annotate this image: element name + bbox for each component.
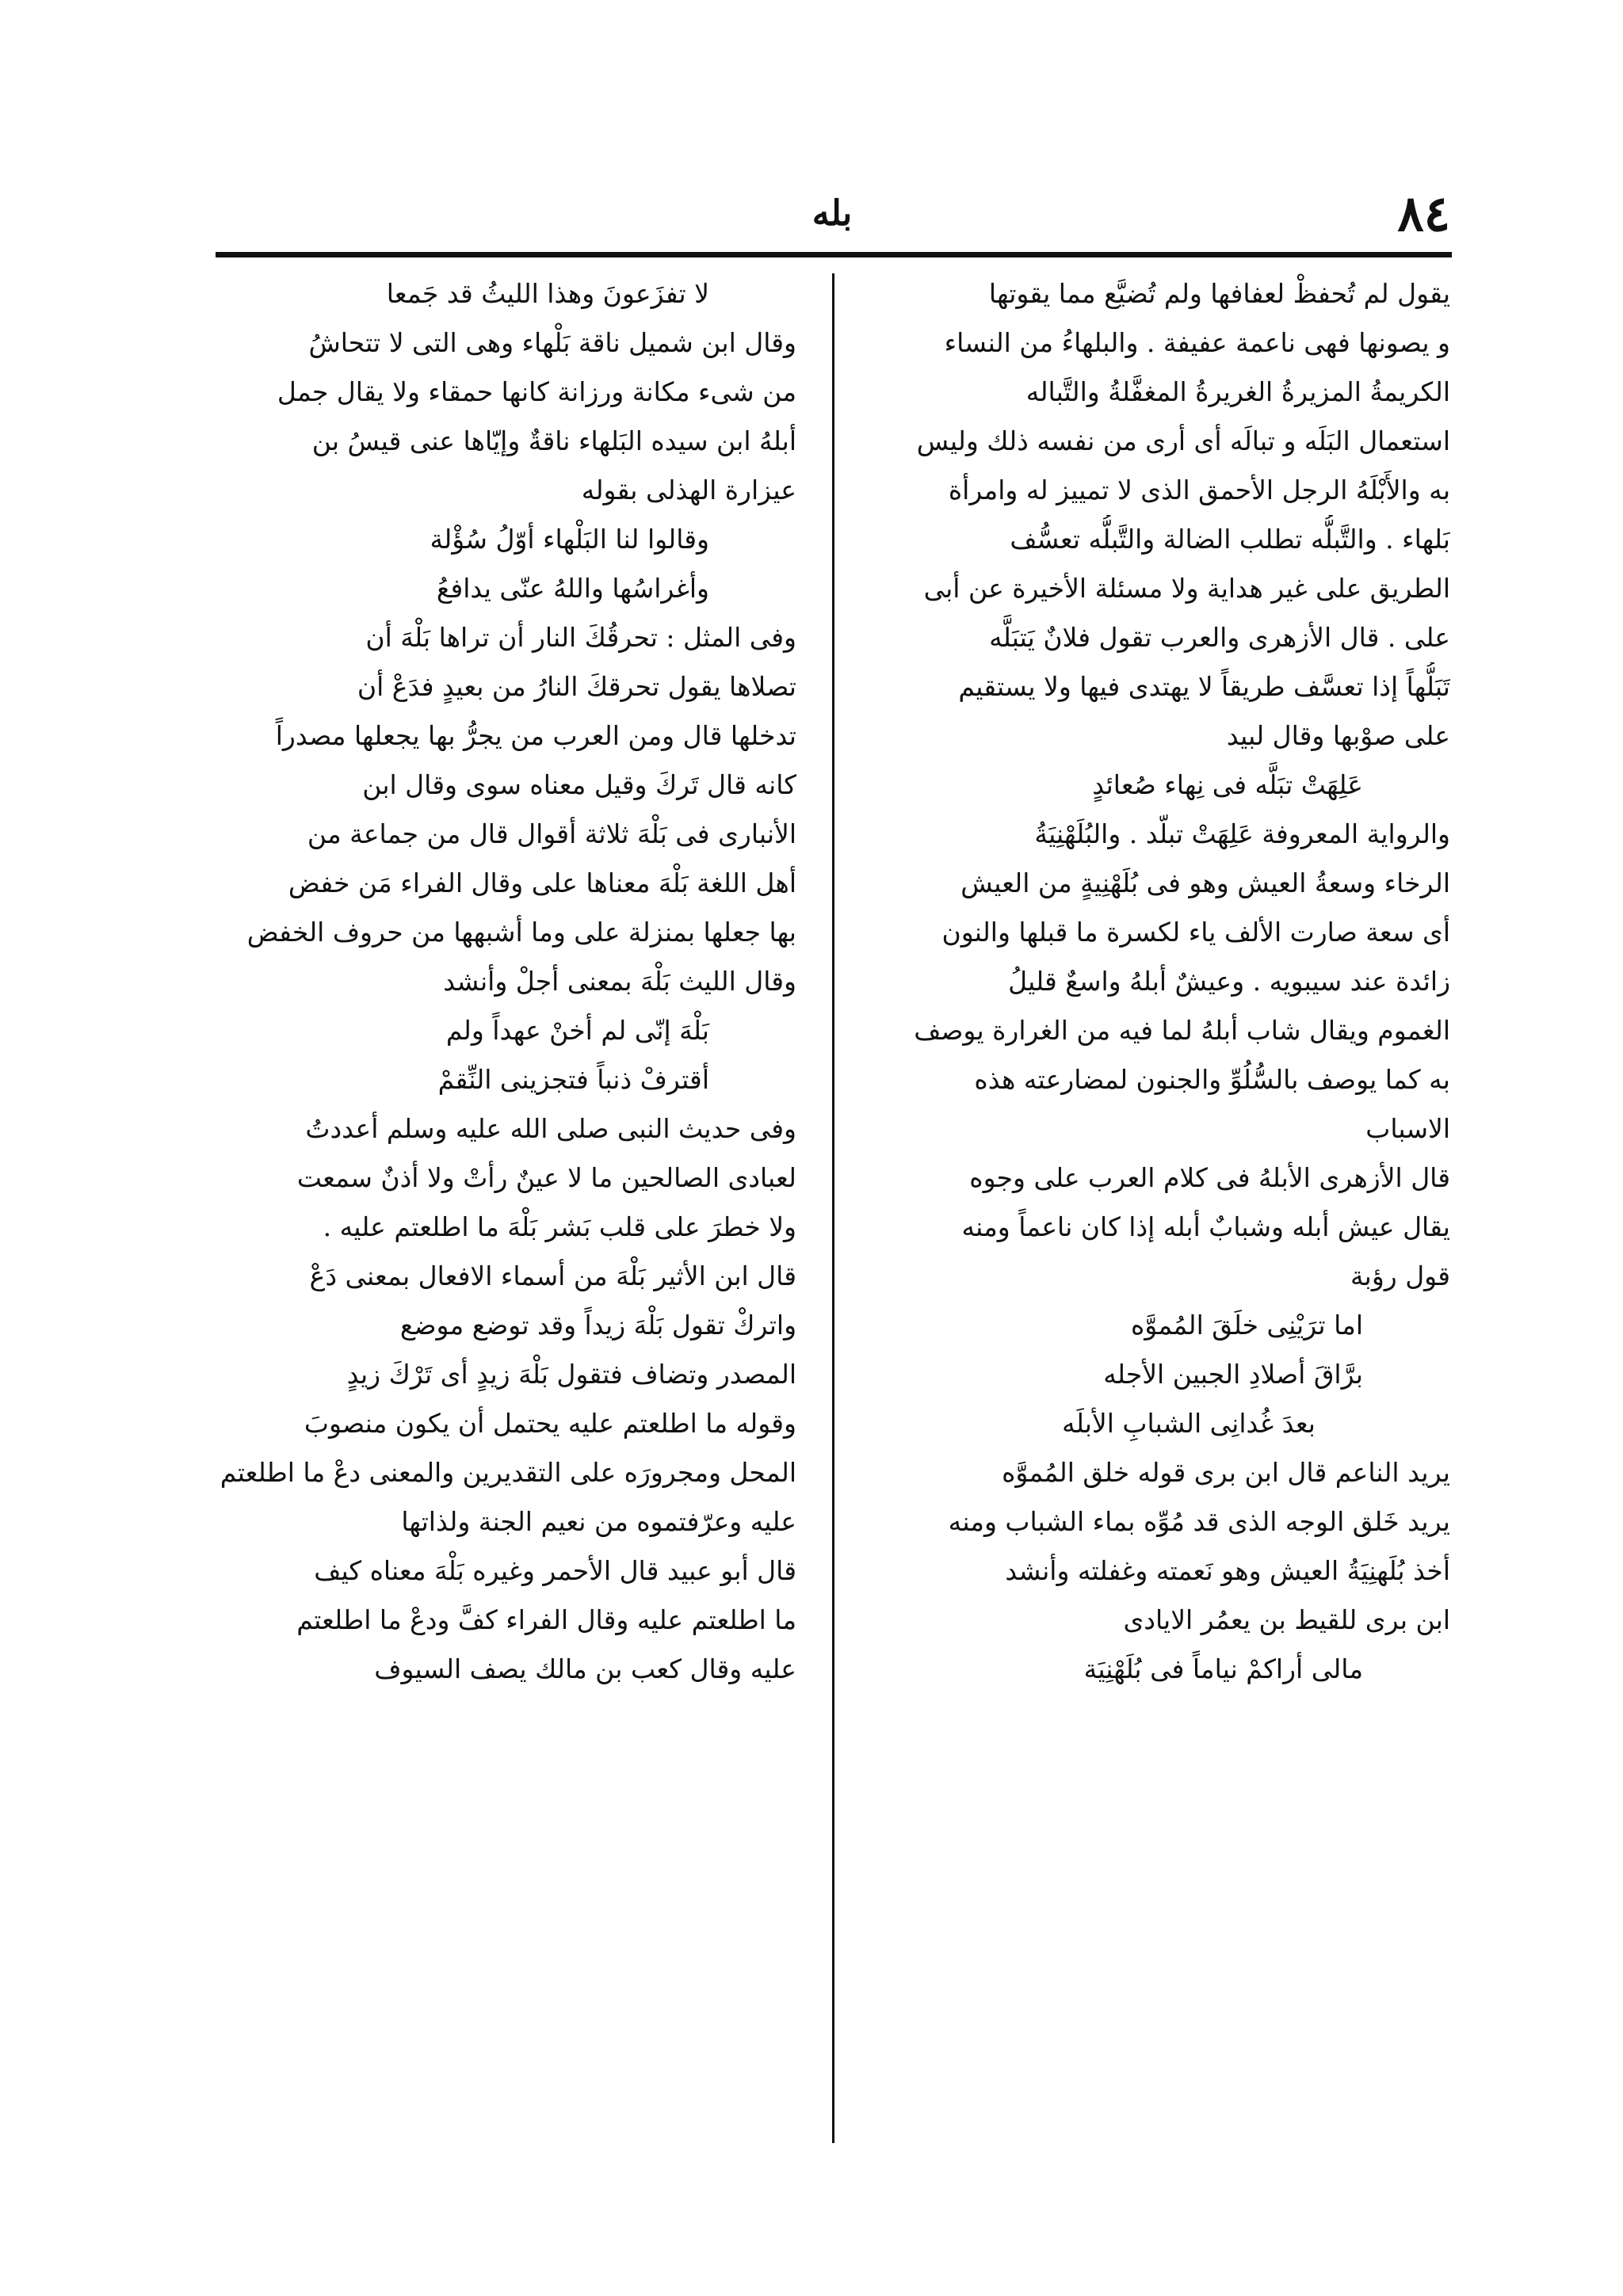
text-line: وفى المثل : تحرقُكَ النار أن تراها بَلْهَ أن (365, 622, 796, 653)
text-line: ما اطلعتم عليه وقال الفراء كفَّ ودعْ ما اطلعتم (296, 1604, 796, 1635)
text-line: لعبادى الصالحين ما لا عينٌ رأتْ ولا أذنٌ سمعت (296, 1162, 796, 1193)
text-line: وقوله ما اطلعتم عليه يحتمل أن يكون منصوبَ (304, 1408, 796, 1439)
text-line: على صوْبها وقال لبيد (1226, 720, 1450, 751)
text-line: الاسباب (1365, 1113, 1450, 1144)
page-header (214, 182, 1450, 246)
text-line: يقال عيش أبله وشبابٌ أبله إذا كان ناعماً ومنه (961, 1211, 1450, 1242)
verse-line: لا تفزَعونَ وهذا الليثُ قد جَمعا (386, 278, 709, 309)
text-line: يريد خَلق الوجه الذى قد مُوِّه بماء الشباب ومنه (948, 1506, 1450, 1537)
text-line: الكريمةُ المزيرةُ الغريرةُ المغفَّلةُ والتَّباله (1025, 376, 1450, 407)
text-line: ولا خطرَ على قلب بَشر بَلْهَ ما اطلعتم عليه . (323, 1211, 796, 1242)
page-number: ٨٤ (1397, 185, 1450, 242)
verse-line: بعدَ غُدانِى الشبابِ الأبلَه (1062, 1408, 1316, 1439)
text-line: به والأَبْلَهُ الرجل الأحمق الذى لا تمييز له وامرأة (948, 475, 1450, 505)
text-line: قال أبو عبيد قال الأحمر وغيره بَلْهَ معناه كيف (314, 1555, 796, 1586)
text-line: بها جعلها بمنزلة على وما أشبهها من حروف الخفض (246, 917, 796, 948)
column-divider (832, 273, 834, 2143)
text-line: استعمال البَلَه و تبالَه أى أرى من نفسه ذلك وليس (916, 425, 1450, 456)
verse-line: وأغراسُها واللهُ عنّى يدافعُ (436, 573, 709, 604)
text-line: والرواية المعروفة عَلِهَتْ تبلّد . والبُلَهْنِيَةُ (1034, 818, 1450, 849)
text-line: وقال ابن شميل ناقة بَلْهاء وهى التى لا تتحاشُ (308, 327, 796, 358)
text-line: يقول لم تُحفظْ لعفافها ولم تُضيَّع مما يقوتها (988, 278, 1450, 309)
verse-line: برَّاقَ أصلادِ الجبين الأجله (1103, 1359, 1363, 1390)
text-line: كانه قال تَركَ وقيل معناه سوى وقال ابن (362, 769, 796, 800)
verse-line: عَلِهَتْ تبَلَّه فى نِهاء صُعائدٍ (1092, 769, 1363, 800)
text-line: أبلهُ ابن سيده البَلهاء ناقةٌ وإيّاها عنى قيسُ بن (311, 425, 796, 456)
header-rule (216, 252, 1452, 257)
text-line: الطريق على غير هداية ولا مسئلة الأخيرة عن أبى (923, 573, 1450, 604)
text-line: قال الأزهرى الأبلهُ فى كلام العرب على وجوه (969, 1162, 1450, 1193)
text-line: تَبَلُّهاً إذا تعسَّف طريقاً لا يهتدى فيها ولا يستقيم (958, 671, 1450, 702)
text-line: ابن برى للقيط بن يعمُر الايادى (1123, 1604, 1450, 1635)
text-line: المحل ومجرورَه على التقديرين والمعنى دعْ ما اطلعتم (220, 1457, 796, 1488)
text-line: يريد الناعم قال ابن برى قوله خلق المُموَّه (1002, 1457, 1450, 1488)
verse-line: أقترفْ ذنباً فتجزينى النِّقمْ (437, 1064, 709, 1095)
text-line: و يصونها فهى ناعمة عفيفة . والبلهاءُ من النساء (944, 327, 1450, 358)
verse-line: مالى أراكمْ نياماً فى بُلَهْنِيَة (1083, 1653, 1363, 1684)
text-line: وقال الليث بَلْهَ بمعنى أجلْ وأنشد (443, 966, 796, 997)
text-line: أى سعة صارت الألف ياء لكسرة ما قبلها والنون (941, 917, 1450, 948)
verse-line: اما ترَيْنِى خلَقَ المُموَّه (1131, 1310, 1363, 1341)
text-line: أخذ بُلَهنِيَةُ العيش وهو نَعمته وغفلته وأنشد (1005, 1555, 1450, 1586)
text-line: وفى حديث النبى صلى الله عليه وسلم أعددتُ (305, 1113, 796, 1144)
verse-line: وقالوا لنا البَلْهاء أوّلُ سُؤْلة (430, 524, 709, 555)
text-line: الغموم ويقال شاب أبلهُ لما فيه من الغرارة يوصف (914, 1015, 1450, 1046)
text-line: واتركْ تقول بَلْهَ زيداً وقد توضع موضع (399, 1310, 796, 1341)
text-line: تدخلها قال ومن العرب من يجرُّ بها يجعلها مصدراً (275, 720, 796, 751)
text-line: تصلاها يقول تحرقكَ النارُ من بعيدٍ فدَعْ أن (357, 671, 796, 702)
right-text-column (860, 269, 1450, 1694)
text-line: عيزارة الهذلى بقوله (581, 475, 796, 505)
text-line: الرخاء وسعةُ العيش وهو فى بُلَهْنِيةٍ من العيش (960, 868, 1450, 898)
text-line: الأنبارى فى بَلْهَ ثلاثة أقوال قال من جماعة من (307, 818, 796, 849)
text-line: من شىء مكانة ورزانة كانها حمقاء ولا يقال جمل (277, 376, 796, 407)
text-line: به كما يوصف بالسُّلُوِّ والجنون لمضارعته هذه (974, 1064, 1450, 1095)
text-line: عليه وعرّفتموه من نعيم الجنة ولذاتها (401, 1506, 796, 1537)
text-line: قول رؤبة (1350, 1261, 1450, 1291)
text-line: زائدة عند سيبويه . وعيشٌ أبلهُ واسعٌ قليلُ (1008, 966, 1450, 997)
text-line: أهل اللغة بَلْهَ معناها على وقال الفراء مَن خفض (288, 868, 796, 898)
text-line: بَلهاء . والتَّبلُّه تطلب الضالة والتَّبلُّه تعسُّف (1010, 524, 1450, 555)
left-text-column (206, 269, 796, 1694)
text-line: عليه وقال كعب بن مالك يصف السيوف (374, 1653, 796, 1684)
text-line: قال ابن الأثير بَلْهَ من أسماء الافعال بمعنى دَعْ (309, 1261, 796, 1291)
running-head: بله (812, 193, 853, 234)
text-line: المصدر وتضاف فتقول بَلْهَ زيدٍ أى تَرْكَ زيدٍ (346, 1359, 796, 1390)
verse-line: بَلْهَ إنّى لم أخنْ عهداً ولم (445, 1015, 709, 1046)
text-line: على . قال الأزهرى والعرب تقول فلانٌ يَتبَلَّه (989, 622, 1450, 653)
